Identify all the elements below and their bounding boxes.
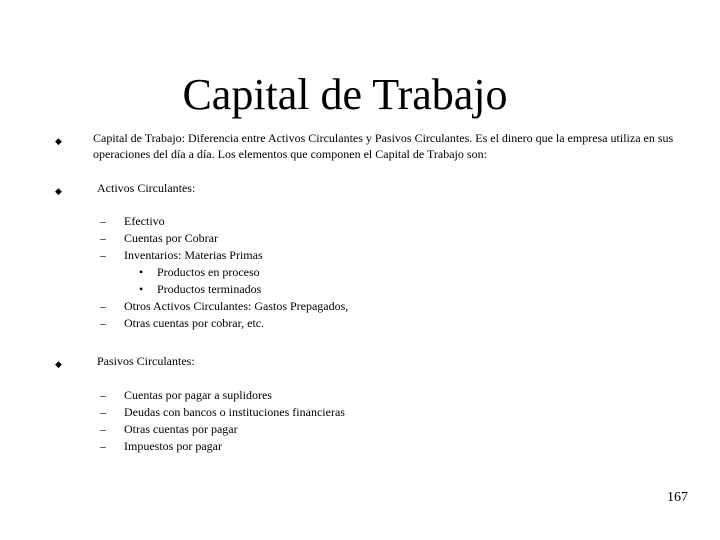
diamond-bullet-icon: ◆	[55, 186, 62, 196]
dash-bullet-icon: –	[100, 299, 106, 313]
list-item: – Otros Activos Circulantes: Gastos Prepagados,	[100, 299, 349, 313]
list-item: – Otras cuentas por cobrar, etc.	[100, 316, 265, 330]
list-item: • Productos en proceso	[139, 265, 260, 279]
diamond-bullet-icon: ◆	[55, 359, 62, 369]
dash-bullet-icon: –	[100, 439, 106, 453]
list-item: • Productos terminados	[139, 282, 262, 296]
bullet-text: Pasivos Circulantes:	[97, 354, 195, 368]
dash-bullet-icon: –	[100, 231, 106, 245]
dash-bullet-icon: –	[100, 405, 106, 419]
bullet-text: Activos Circulantes:	[97, 181, 196, 195]
list-item: – Otras cuentas por pagar	[100, 422, 238, 436]
dash-bullet-icon: –	[100, 214, 106, 228]
dash-bullet-icon: –	[100, 388, 106, 402]
list-item: – Impuestos por pagar	[100, 439, 222, 453]
dash-bullet-icon: –	[100, 422, 106, 436]
list-item: – Deudas con bancos o instituciones financieras	[100, 405, 345, 419]
dash-bullet-icon: –	[100, 248, 106, 262]
dash-bullet-icon: –	[100, 316, 106, 330]
slide-title: Capital de Trabajo	[182, 70, 508, 119]
dot-bullet-icon: •	[139, 282, 144, 296]
dot-bullet-icon: •	[139, 265, 144, 279]
page-number: 167	[667, 490, 688, 505]
activos-list	[100, 213, 348, 332]
list-item: – Cuentas por pagar a suplidores	[100, 388, 272, 402]
diamond-bullet-icon: ◆	[55, 136, 62, 146]
list-item: – Efectivo	[100, 214, 165, 228]
list-item: – Inventarios: Materias Primas	[100, 248, 263, 262]
list-item: – Cuentas por Cobrar	[100, 231, 218, 245]
pasivos-list	[100, 387, 345, 455]
bullet-text: Capital de Trabajo: Diferencia entre Activos Circulantes y Pasivos Circulantes. Es el dinero que la empresa utiliza en sus operaciones del día a día. Los elementos que componen el Capital de Trabajo son:	[93, 131, 674, 161]
